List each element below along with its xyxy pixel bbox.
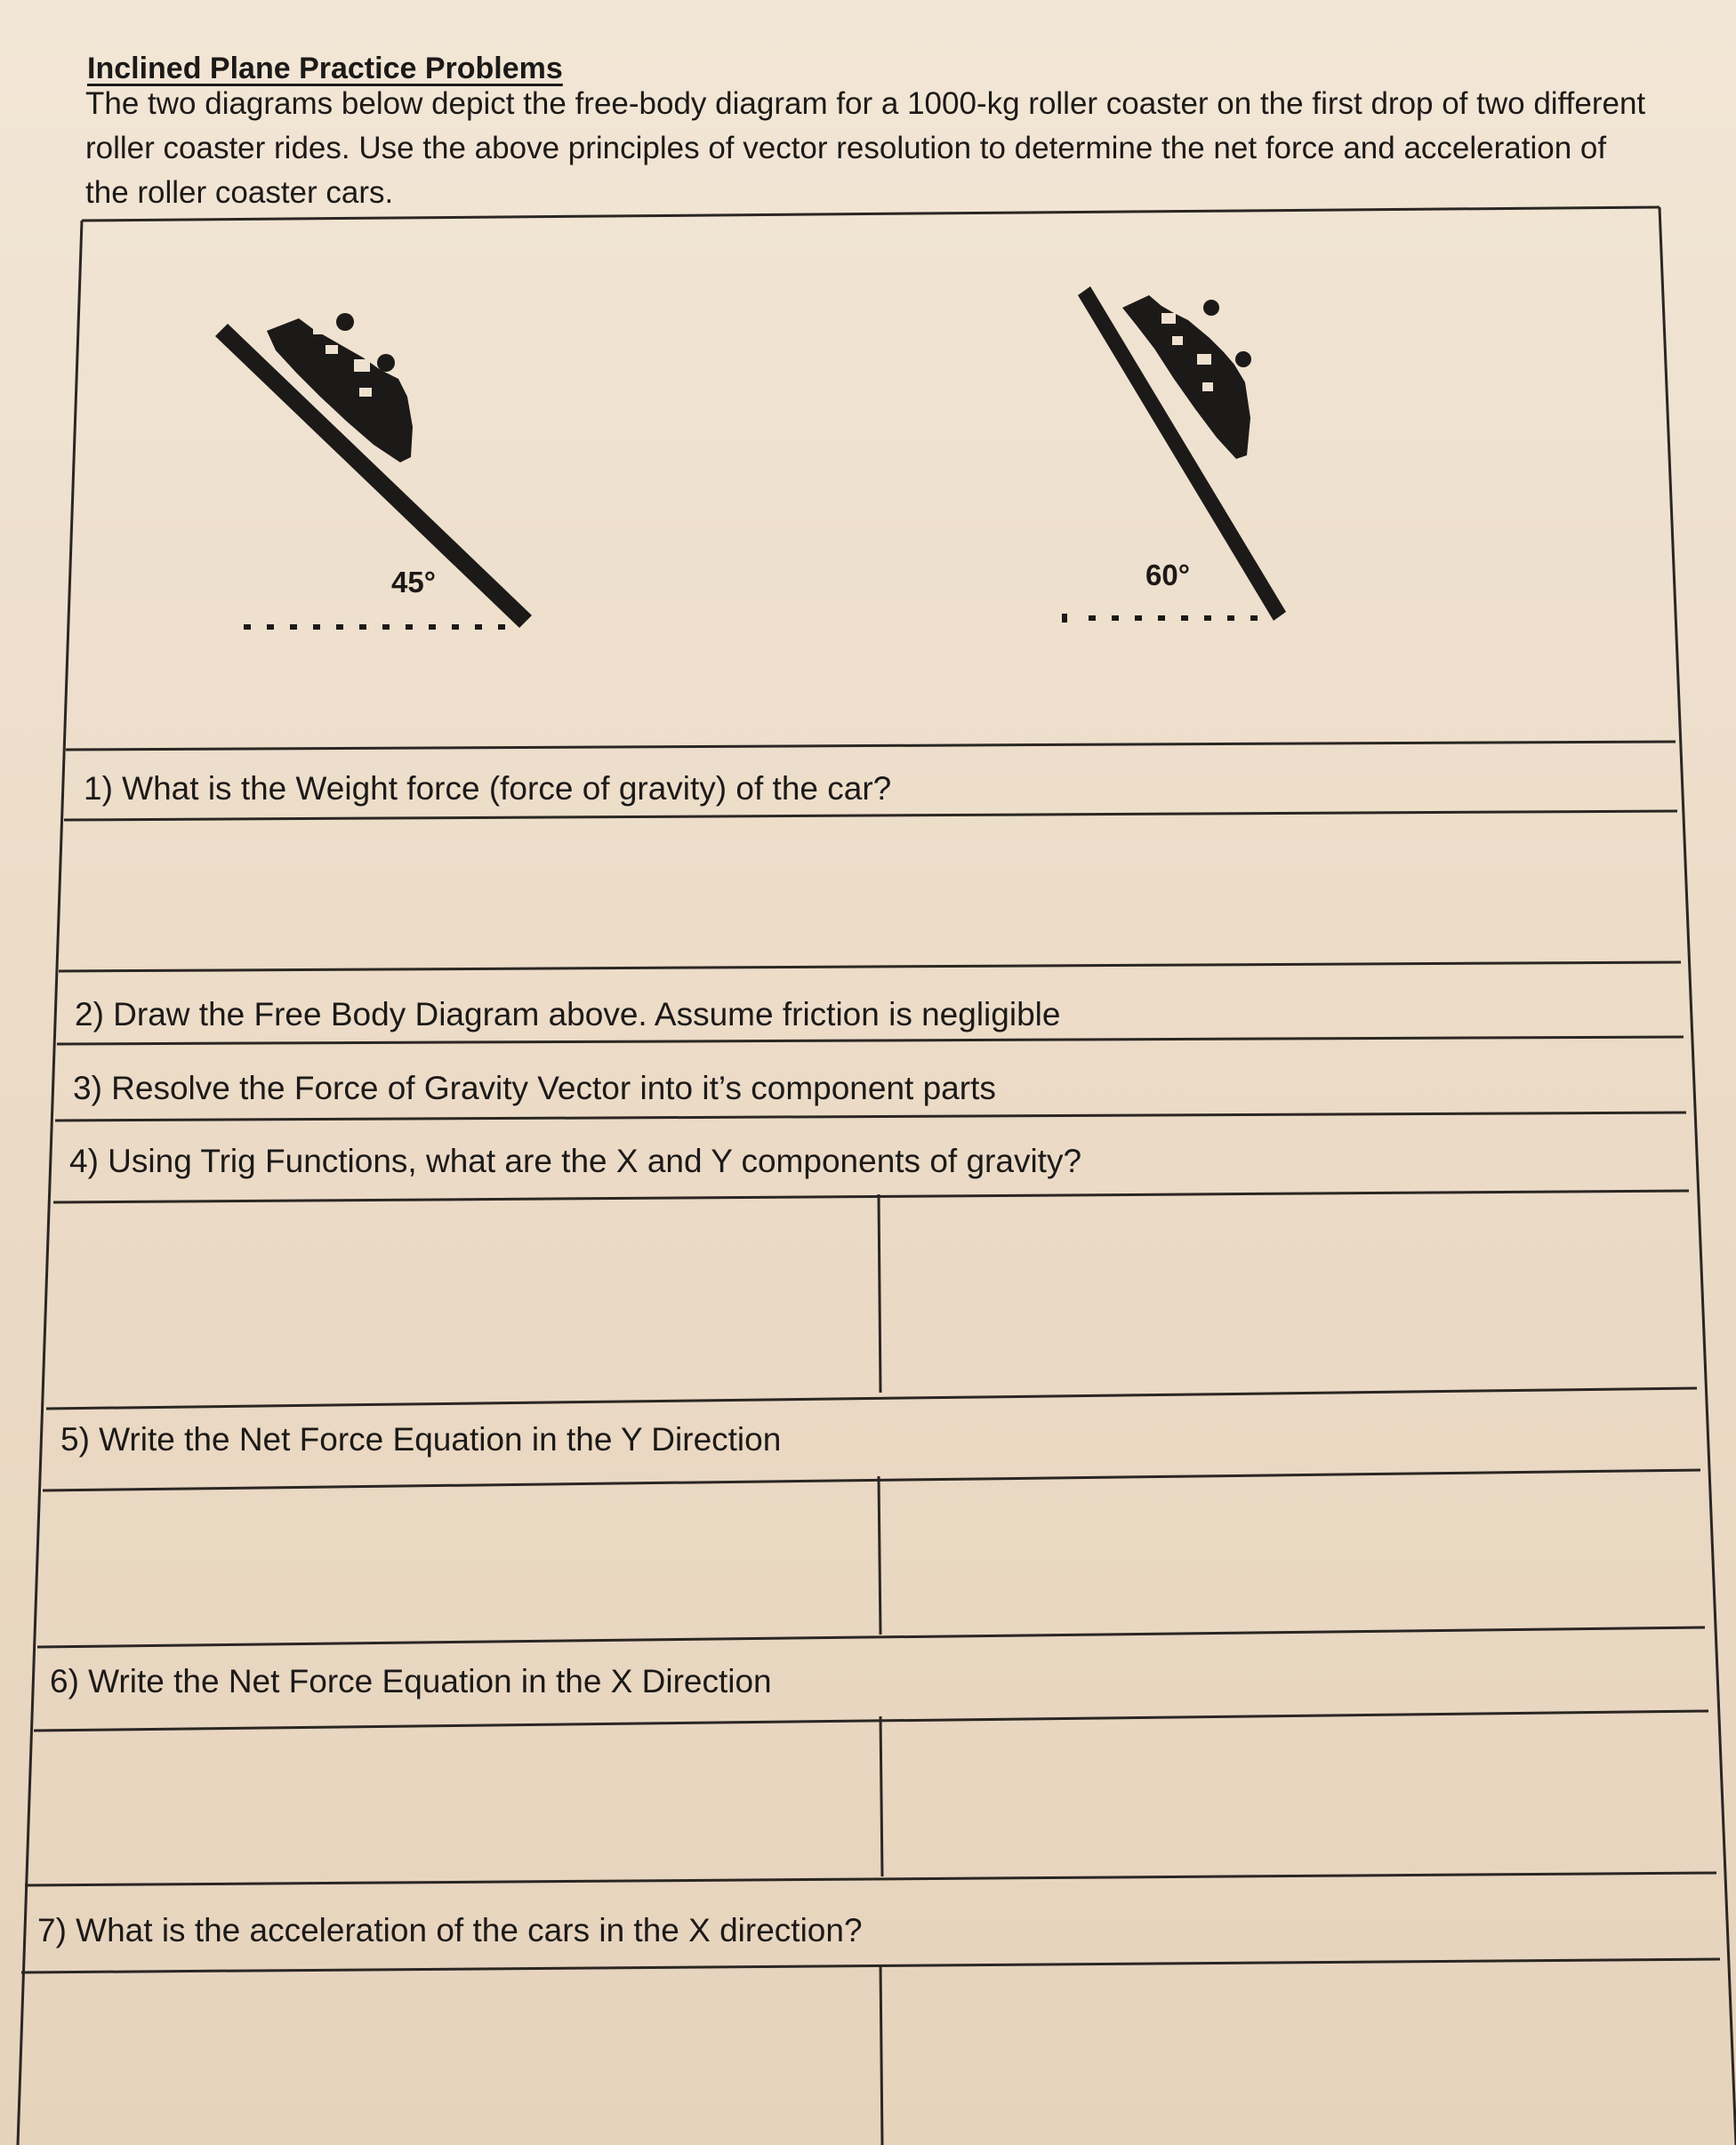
row-line-answer6 — [25, 1873, 1716, 1885]
row-line-q5 — [43, 1470, 1700, 1490]
row-line-q1 — [64, 811, 1677, 820]
ground-dashes-45 — [244, 624, 505, 630]
row-line-answer5 — [37, 1627, 1705, 1647]
row-line-diagrams — [66, 742, 1676, 750]
col-divider-answer5 — [879, 1476, 880, 1635]
angle-label-60: 60° — [1145, 558, 1190, 591]
col-divider-answer6 — [880, 1716, 882, 1876]
question-7: 7) What is the acceleration of the cars in the X direction? — [37, 1912, 863, 1948]
row-line-q2 — [57, 1037, 1684, 1044]
row-line-q4 — [53, 1191, 1689, 1202]
incline-diagram-45 — [215, 313, 532, 630]
row-line-q7 — [21, 1959, 1720, 1972]
question-6: 6) Write the Net Force Equation in the X Direction — [50, 1663, 772, 1699]
table-right-border — [1660, 207, 1736, 2145]
row-line-answer1 — [59, 962, 1681, 971]
question-2: 2) Draw the Free Body Diagram above. Assume friction is negligible — [75, 996, 1061, 1032]
ground-dashes-60 — [1062, 614, 1258, 623]
row-line-answer4 — [46, 1388, 1697, 1409]
col-divider-answer7 — [880, 1964, 882, 2145]
table-top-border — [82, 207, 1660, 221]
question-1: 1) What is the Weight force (force of gravity) of the car? — [84, 770, 892, 807]
col-divider-answer4 — [879, 1194, 880, 1393]
question-4: 4) Using Trig Functions, what are the X and Y components of gravity? — [69, 1143, 1082, 1179]
question-5: 5) Write the Net Force Equation in the Y Direction — [60, 1421, 782, 1458]
question-3: 3) Resolve the Force of Gravity Vector into it’s component parts — [73, 1070, 996, 1106]
worksheet-title: Inclined Plane Practice Problems — [87, 52, 563, 85]
angle-label-45: 45° — [391, 566, 436, 599]
intro-paragraph: The two diagrams below depict the free-body diagram for a 1000-kg roller coaster on the first drop of two different roller coaster rides. Use the above principles of vector resolution to determine the net force and acceleration of the roller coaster cars. — [85, 86, 1646, 210]
row-line-q3 — [55, 1113, 1686, 1121]
row-line-q6 — [34, 1711, 1708, 1731]
table-left-border — [18, 221, 82, 2145]
